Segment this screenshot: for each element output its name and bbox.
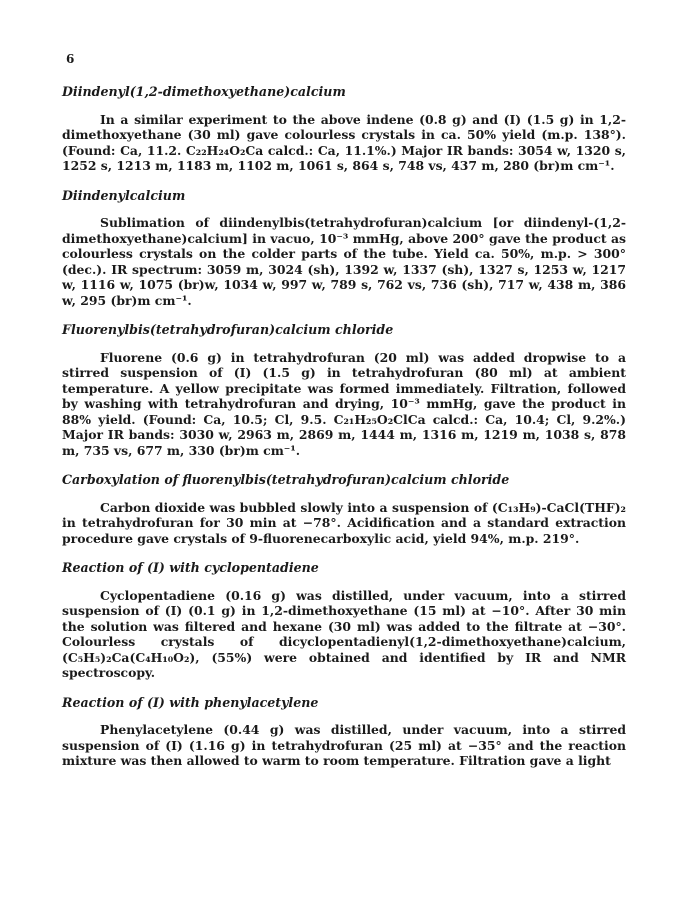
page-number: 6: [66, 52, 75, 66]
section-heading-diindenylcalcium: Diindenylcalcium: [62, 187, 186, 203]
section-heading-diindenyl-dme: Diindenyl(1,2-dimethoxyethane)calcium: [62, 84, 346, 99]
section-paragraph-cyclopentadiene: Cyclopentadiene (0.16 g) was distilled, under vacuum, into a stirred suspension of (I) (0.1 g) in 1,2-dimethoxyethane (15 ml) at −10°. After 30 min the solution was filtered and hexane (30 ml) was added to the filtrate at −30°. Colourless crystals of dicyclopentadienyl(1,2-dimethoxyethane)calcium, (C₅H₅)₂Ca(C₄H₁₀O₂), (55%) were obtained and identified by IR and NMR spectroscopy.: [62, 587, 626, 680]
section-heading-cyclopentadiene: Reaction of (I) with cyclopentadiene: [62, 560, 319, 575]
section-paragraph-diindenyl-dme: In a similar experiment to the above indene (0.8 g) and (I) (1.5 g) in 1,2-dimethoxyethane (30 ml) gave colourless crystals in ca. 50% yield (m.p. 138°). (Found: Ca, 11.2. C₂₂H₂₄O₂Ca calcd.: Ca, 11.1%.) Major IR bands: 3054 w, 1320 s, 1252 s, 1213 m, 1183 m, 1102 m, 1061 s, 864 s, 748 vs, 437 m, 280 (br)m cm⁻¹.: [62, 111, 626, 173]
page-body: [62, 84, 626, 783]
section-paragraph-phenylacetylene: Phenylacetylene (0.44 g) was distilled, under vacuum, into a stirred suspension of (I) (1.16 g) in tetrahydrofuran (25 ml) at −35° and the reaction mixture was then allowed to warm to room temperature. Filtration gave a light: [62, 722, 626, 768]
section-paragraph-fluorenyl: Fluorene (0.6 g) in tetrahydrofuran (20 ml) was added dropwise to a stirred suspension of (I) (1.5 g) in tetrahydrofuran (80 ml) at ambient temperature. A yellow precipitate was formed immediately. Filtration, followed by washing with tetrahydrofuran and drying, 10⁻³ mmHg, gave the product in 88% yield. (Found: Ca, 10.5; Cl, 9.5. C₂₁H₂₅O₂ClCa calcd.: Ca, 10.4; Cl, 9.2%.) Major IR bands: 3030 w, 2963 m, 2869 m, 1444 m, 1316 m, 1219 m, 1038 s, 878 m, 735 vs, 677 m, 330 (br)m cm⁻¹.: [62, 349, 626, 458]
section-heading-fluorenyl: Fluorenylbis(tetrahydrofuran)calcium chloride: [62, 322, 394, 337]
section-paragraph-carboxylation: Carbon dioxide was bubbled slowly into a suspension of (C₁₃H₉)-CaCl(THF)₂ in tetrahydrofuran for 30 min at −78°. Acidification and a standard extraction procedure gave crystals of 9-fluorenecarboxylic acid, yield 94%, m.p. 219°.: [62, 499, 626, 546]
section-paragraph-diindenylcalcium: Sublimation of diindenylbis(tetrahydrofuran)calcium [or diindenyl-(1,2-dimethoxyethane)calcium] in vacuo, 10⁻³ mmHg, above 200° gave the product as colourless crystals on the colder parts of the tube. Yield ca. 50%, m.p. > 300° (dec.). IR spectrum: 3059 m, 3024 (sh), 1392 w, 1337 (sh), 1327 s, 1253 w, 1217 w, 1116 w, 1075 (br)w, 1034 w, 997 w, 789 s, 762 vs, 736 (sh), 717 w, 438 m, 386 w, 295 (br)m cm⁻¹.: [62, 215, 626, 308]
section-heading-carboxylation: Carboxylation of fluorenylbis(tetrahydrofuran)calcium chloride: [62, 472, 510, 487]
section-heading-phenylacetylene: Reaction of (I) with phenylacetylene: [62, 694, 319, 710]
